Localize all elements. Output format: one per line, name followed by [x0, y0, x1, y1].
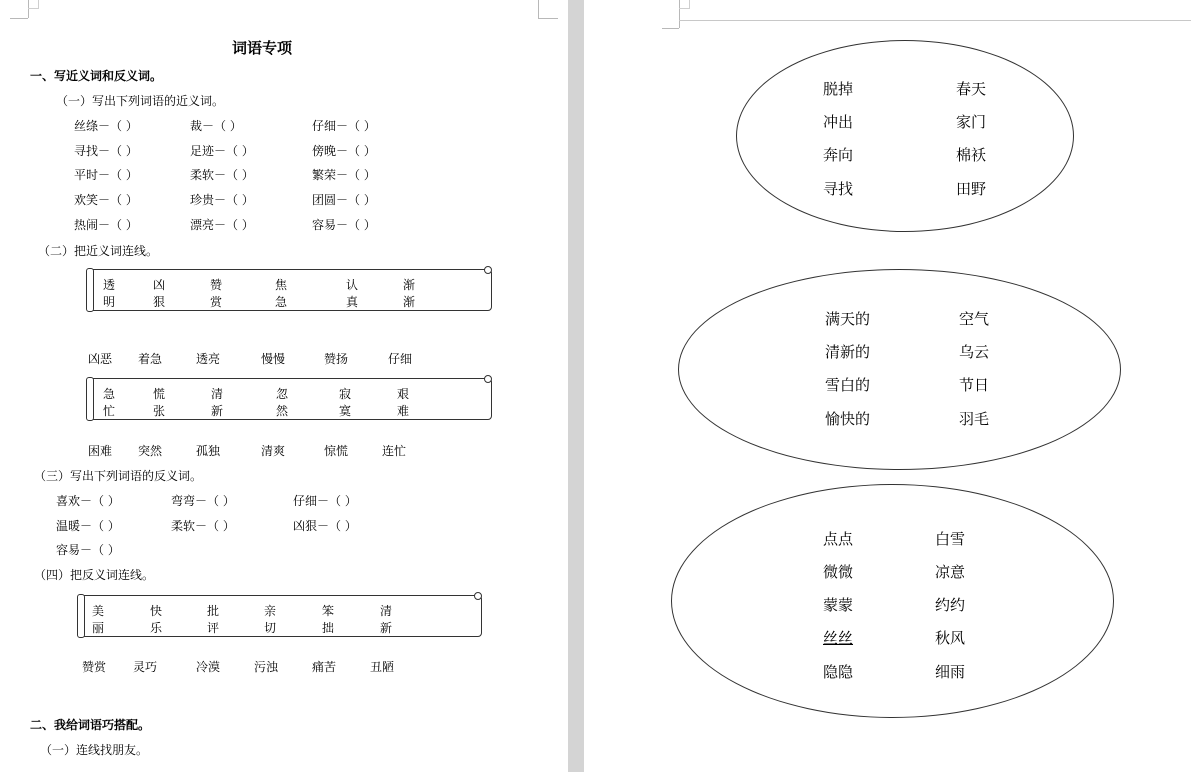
oval-word-left: 奔向: [823, 146, 854, 164]
oval-word-left: 点点: [823, 530, 854, 548]
exercise-item: 热闹－（ ）: [74, 218, 138, 232]
oval-word-left: 丝丝: [823, 629, 854, 647]
instruction-text: （一）连线找朋友。: [40, 743, 149, 757]
word-item: 赞赏: [82, 660, 107, 674]
exercise-item: 柔软－（ ）: [190, 168, 254, 182]
exercise-item: 仔细－（ ）: [312, 119, 376, 133]
exercise-item: 凶狠－（ ）: [293, 519, 357, 533]
exercise-item: 喜欢－（ ）: [56, 494, 120, 508]
exercise-item: 足迹－（ ）: [190, 144, 254, 158]
word-row: [88, 442, 488, 458]
word-item: 清新: [211, 387, 224, 418]
word-item: 突然: [138, 444, 163, 458]
oval-word-right: 乌云: [959, 343, 990, 361]
word-item: 丑陋: [370, 660, 395, 674]
word-item: 慢慢: [261, 352, 286, 366]
oval-word-left: 隐隐: [823, 663, 854, 681]
exercise-item: 丝绦－（ ）: [74, 119, 138, 133]
crop-mark: [10, 18, 28, 19]
crop-mark: [28, 0, 39, 9]
instruction-text: （四）把反义词连线。: [34, 568, 155, 582]
word-item: 孤独: [196, 444, 221, 458]
crop-mark: [662, 28, 679, 29]
instruction-text: （二）把近义词连线。: [38, 244, 159, 258]
exercise-item: 平时－（ ）: [74, 168, 138, 182]
exercise-item: 繁荣－（ ）: [312, 168, 376, 182]
word-item: 凶恶: [88, 352, 113, 366]
oval-word-right: 家门: [956, 113, 987, 131]
word-item: 连忙: [382, 444, 407, 458]
oval-word-right: 羽毛: [959, 410, 990, 428]
exercise-item: 欢笑－（ ）: [74, 193, 138, 207]
oval-word-right: 凉意: [935, 563, 966, 581]
word-item: 亲切: [264, 604, 277, 635]
oval-word-left: 满天的: [825, 310, 871, 328]
word-row: [82, 658, 482, 674]
word-item: 焦急: [275, 278, 288, 309]
word-item: 忽然: [276, 387, 289, 418]
page-gutter: [568, 0, 584, 772]
section-heading: 一、写近义词和反义词。: [30, 69, 163, 83]
oval-word-left: 清新的: [825, 343, 871, 361]
exercise-item: 弯弯－（ ）: [171, 494, 235, 508]
page-title: 词语专项: [232, 39, 293, 57]
word-item: 渐渐: [403, 278, 416, 309]
scroll-end-shape: [484, 266, 492, 274]
word-item: 寂寞: [339, 387, 352, 418]
header-rule: [679, 20, 1191, 21]
exercise-item: 裁－（ ）: [190, 119, 242, 133]
oval-word-right: 田野: [956, 180, 987, 198]
word-item: 笨拙: [322, 604, 335, 635]
word-item: 慌张: [153, 387, 166, 418]
exercise-item: 傍晚－（ ）: [312, 144, 376, 158]
word-item: 凶狠: [153, 278, 166, 309]
exercise-item: 柔软－（ ）: [171, 519, 235, 533]
word-scroll-box: [90, 269, 492, 311]
word-item: 灵巧: [133, 660, 158, 674]
word-scroll-box: [81, 595, 482, 637]
word-item: 批评: [207, 604, 220, 635]
oval-word-right: 棉袄: [956, 146, 987, 164]
word-item: 快乐: [150, 604, 163, 635]
oval-word-right: 空气: [959, 310, 990, 328]
word-item: 透明: [103, 278, 116, 309]
oval-word-left: 脱掉: [823, 80, 854, 98]
exercise-item: 容易－（ ）: [312, 218, 376, 232]
instruction-text: （一）写出下列词语的近义词。: [56, 94, 225, 108]
oval-word-right: 细雨: [935, 663, 966, 681]
section-heading: 二、我给词语巧搭配。: [30, 718, 151, 732]
word-match-oval: [736, 40, 1074, 232]
word-item: 着急: [138, 352, 163, 366]
word-scroll-box: [90, 378, 492, 420]
exercise-item: 团圆－（ ）: [312, 193, 376, 207]
word-row: [88, 350, 488, 366]
oval-word-right: 白雪: [935, 530, 966, 548]
word-item: 艰难: [397, 387, 410, 418]
word-match-oval: [678, 269, 1121, 470]
word-item: 赞赏: [210, 278, 223, 309]
crop-mark: [679, 0, 690, 9]
document-page-left: [0, 0, 568, 772]
word-item: 清新: [380, 604, 393, 635]
scroll-end-shape: [474, 592, 482, 600]
word-item: 透亮: [196, 352, 221, 366]
exercise-item: 温暖－（ ）: [56, 519, 120, 533]
word-item: 美丽: [92, 604, 105, 635]
scroll-end-shape: [86, 377, 94, 421]
word-item: 惊慌: [324, 444, 349, 458]
word-item: 急忙: [103, 387, 116, 418]
word-item: 污浊: [254, 660, 279, 674]
oval-word-right: 节日: [959, 376, 990, 394]
oval-word-left: 雪白的: [825, 376, 871, 394]
oval-word-left: 蒙蒙: [823, 596, 854, 614]
scroll-end-shape: [484, 375, 492, 383]
word-item: 赞扬: [324, 352, 349, 366]
scroll-end-shape: [77, 594, 85, 638]
oval-word-right: 约约: [935, 596, 966, 614]
document-page-right: [584, 0, 1191, 772]
word-item: 仔细: [388, 352, 413, 366]
crop-mark: [538, 18, 558, 19]
exercise-item: 容易－（ ）: [56, 543, 120, 557]
word-item: 困难: [88, 444, 113, 458]
oval-word-left: 愉快的: [825, 410, 871, 428]
oval-word-right: 春天: [956, 80, 987, 98]
exercise-item: 仔细－（ ）: [293, 494, 357, 508]
word-item: 痛苦: [312, 660, 337, 674]
word-item: 清爽: [261, 444, 286, 458]
word-match-oval: [671, 484, 1114, 718]
oval-word-left: 冲出: [823, 113, 854, 131]
scroll-end-shape: [86, 268, 94, 312]
oval-word-right: 秋风: [935, 629, 966, 647]
exercise-item: 珍贵－（ ）: [190, 193, 254, 207]
oval-word-left: 微微: [823, 563, 854, 581]
word-item: 冷漠: [196, 660, 221, 674]
exercise-item: 漂亮－（ ）: [190, 218, 254, 232]
exercise-item: 寻找－（ ）: [74, 144, 138, 158]
word-item: 认真: [346, 278, 359, 309]
oval-word-left: 寻找: [823, 180, 854, 198]
crop-mark: [538, 0, 539, 18]
instruction-text: （三）写出下列词语的反义词。: [34, 469, 203, 483]
